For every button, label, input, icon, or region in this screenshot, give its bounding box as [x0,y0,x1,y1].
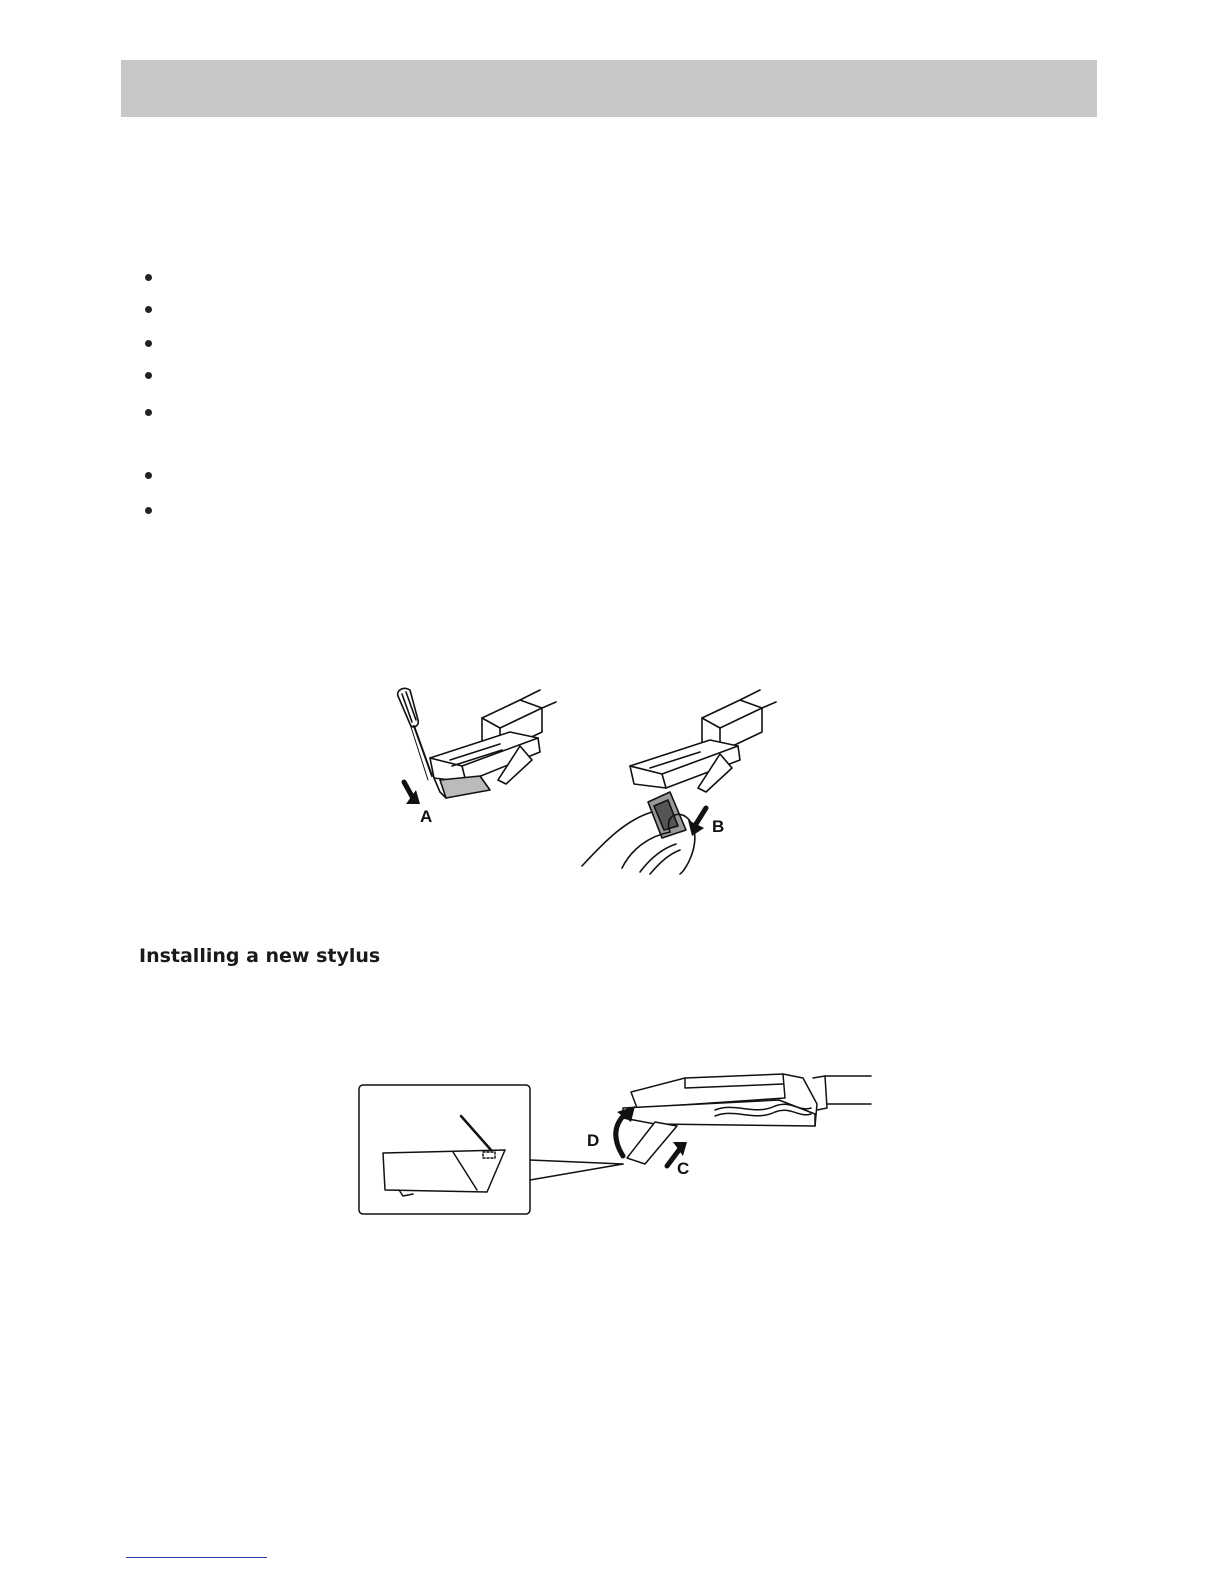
cartridge-right-drawing [630,690,776,792]
bullet-item [145,507,152,514]
screwdriver-icon [398,688,432,780]
arrow-b-icon [696,808,706,824]
hand-with-stylus-drawing [582,792,695,874]
bullet-item [145,472,152,479]
label-d: D [587,1131,600,1150]
cartridge-left-drawing [430,690,556,798]
header-bar [121,60,1097,117]
section-heading-installing: Installing a new stylus [139,945,381,967]
bullet-item [145,306,152,313]
label-c: C [677,1159,690,1178]
arrow-d-icon [616,1114,625,1156]
label-a: A [420,807,433,826]
cartridge-install-drawing [623,1074,871,1164]
label-b: B [712,817,725,836]
footer-link-underline[interactable] [126,1557,267,1558]
bullet-item [145,274,152,281]
bullet-item [145,409,152,416]
bullet-item [145,372,152,379]
bullet-item [145,340,152,347]
stylus-removal-illustration [370,680,790,880]
stylus-install-illustration [355,1060,885,1220]
